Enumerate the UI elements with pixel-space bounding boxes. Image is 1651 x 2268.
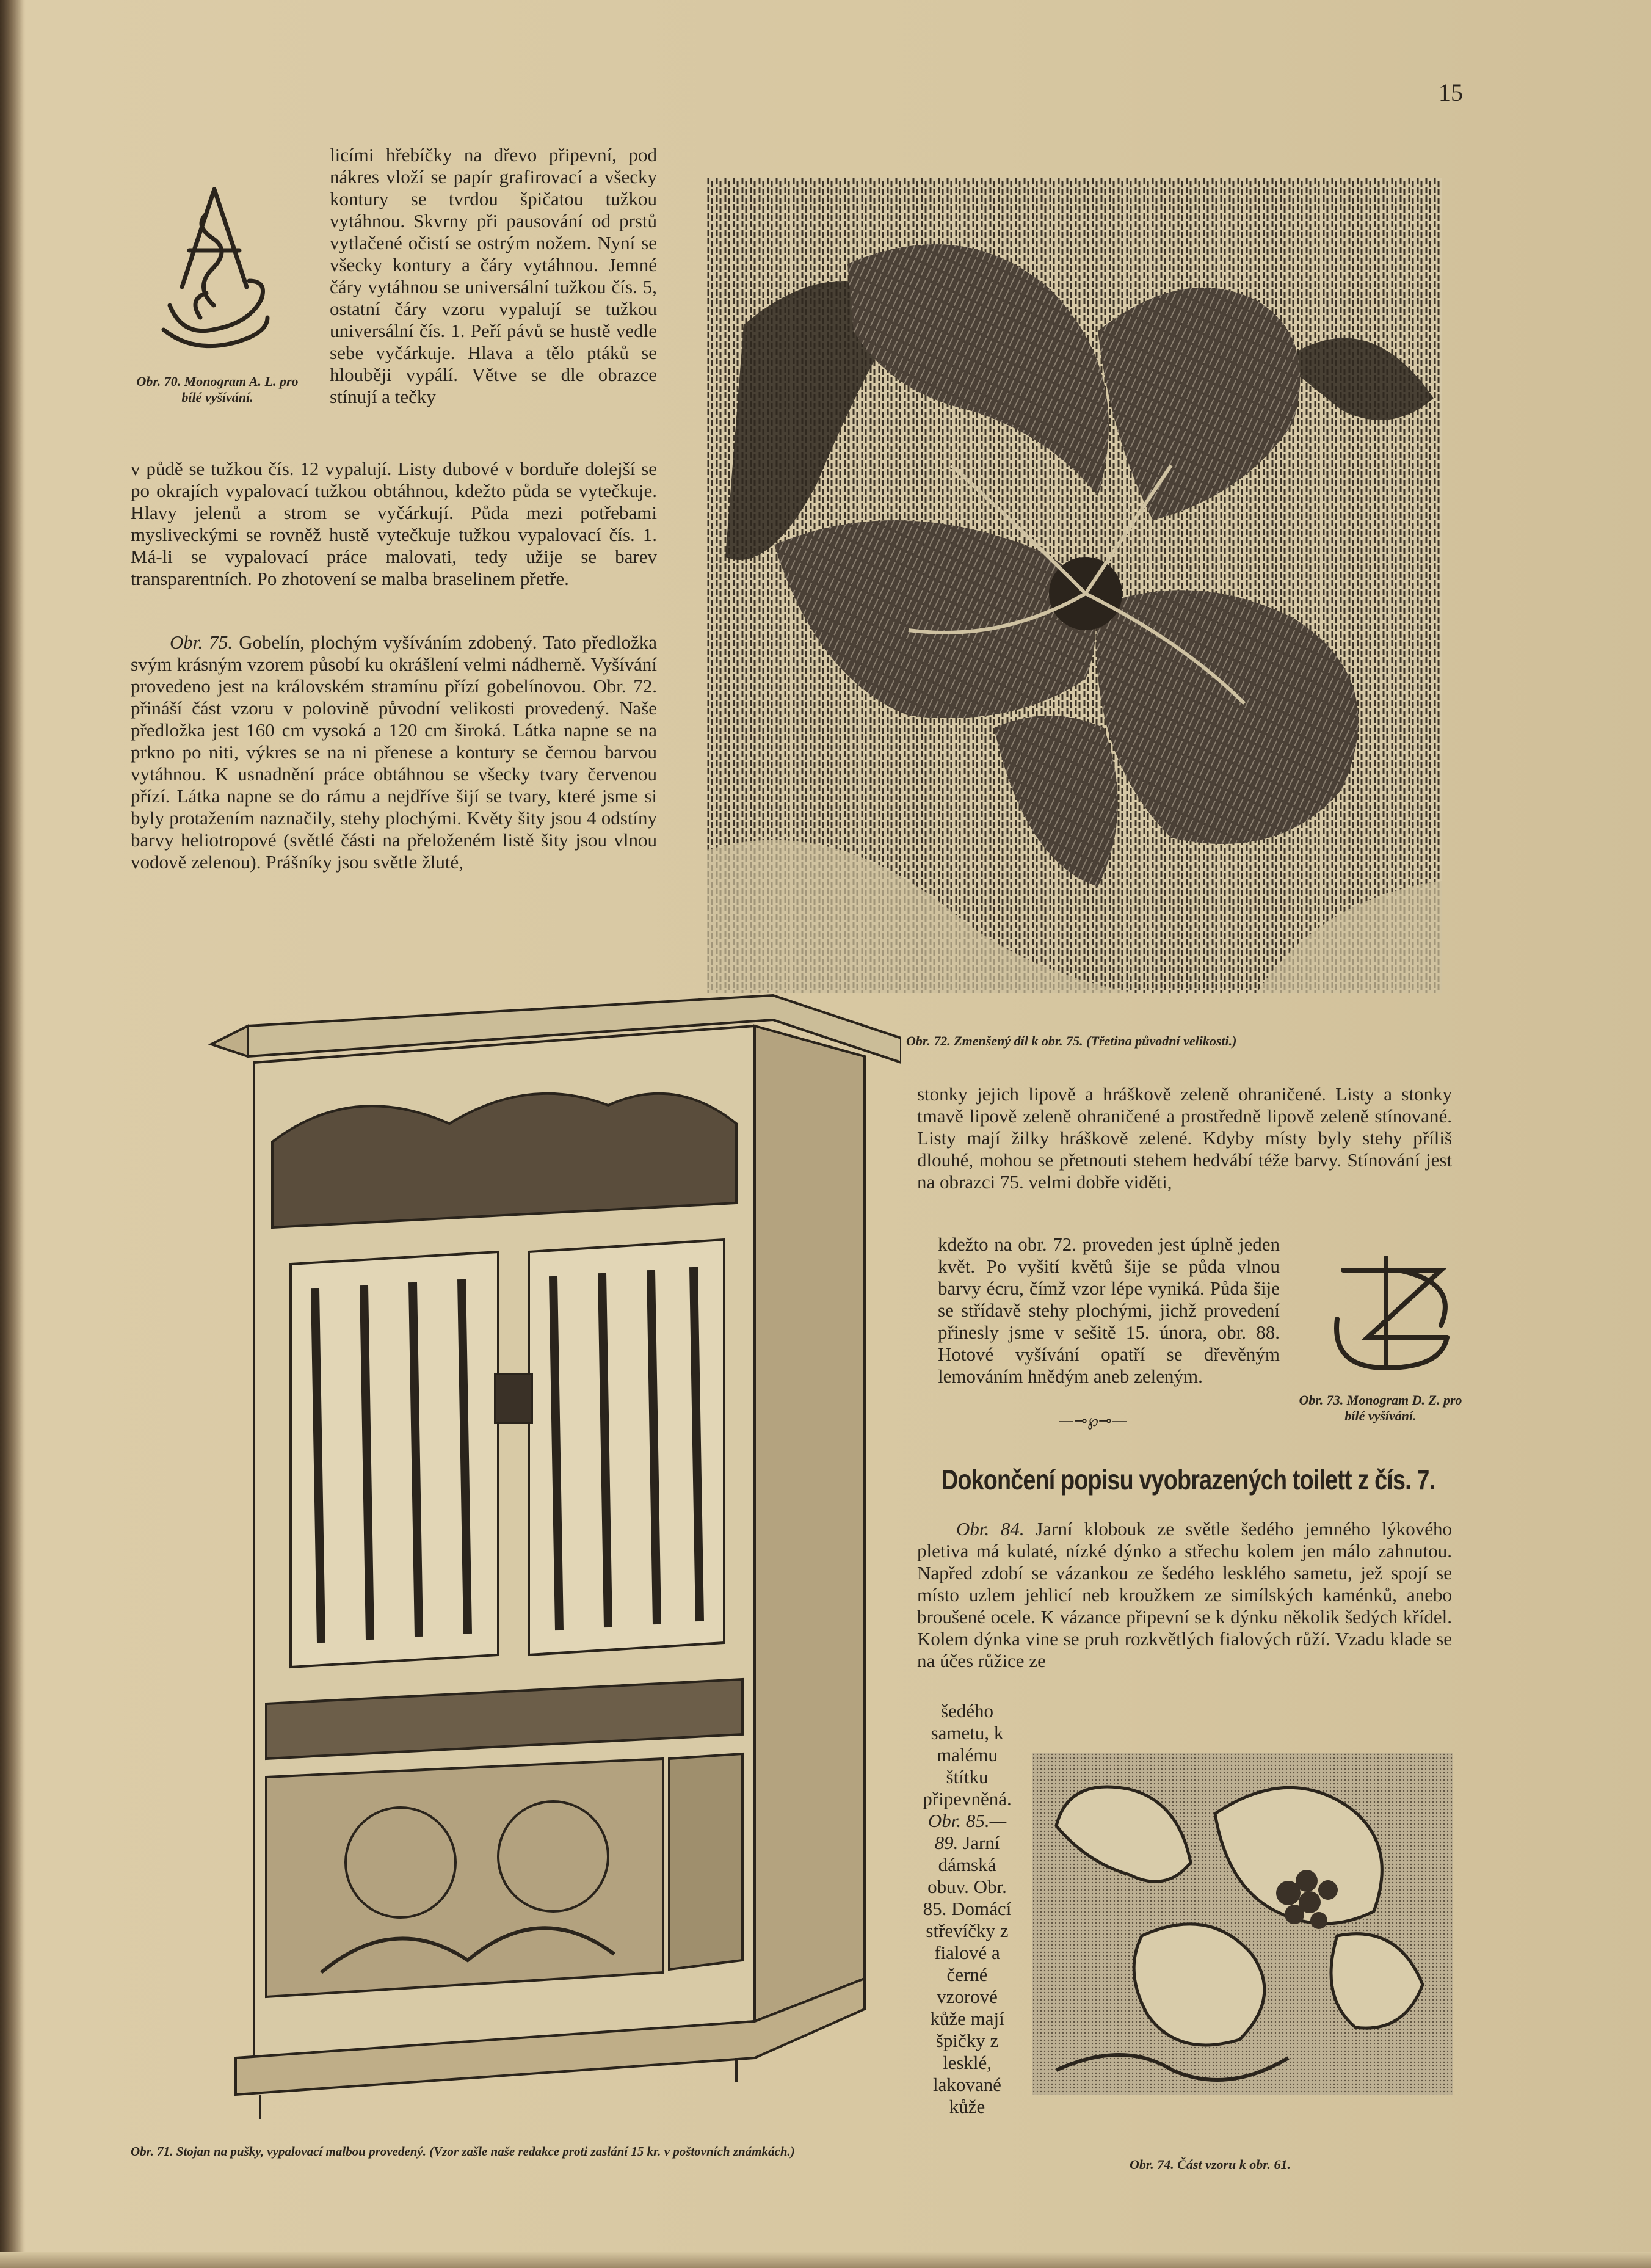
col2-paragraph-1: stonky jejich lipově a hráškově zeleně ohraničené. Listy a stonky tmavě lipově zeleně ohraničené a prostředně lipově zeleně stínované. Listy mají žilky hráškově zelené. Kdyby místy byly stehy příliš dlouhé, mohou se přetnouti stehem hedvábí téže barvy. Stínování jest na obrazci 75. velmi dobře viděti, <box>917 1083 1452 1193</box>
separator-ornament: —⊸℘⊸— <box>1058 1412 1128 1430</box>
fig71-caption: Obr. 71. Stojan na pušky, vypalovací malbou provedený. (Vzor zašle naše redakce proti zaslání 15 kr. v poštovních známkách.) <box>131 2144 795 2159</box>
fig70-caption: Obr. 70. Monogram A. L. pro bílé vyšívání. <box>136 374 299 405</box>
pattern-detail-figure <box>1032 1753 1453 2095</box>
section-narrow-column <box>917 1700 1017 2118</box>
obr84-label: Obr. 84. <box>956 1518 1025 1539</box>
monogram-al-figure <box>145 177 283 360</box>
col2-paragraph-2: kdežto na obr. 72. proveden jest úplně jeden květ. Po vyšití květů šije se půda vlnou barvy écru, čímž vzor lépe vyniká. Půda šije se střídavě stehy plochými, jichž provedení přinesly jsme v sešitě 15. února, obr. 88. Hotové vyšívání opatří se dřevěným lemováním hnědým aneb zeleným. <box>938 1234 1280 1387</box>
fig74-caption: Obr. 74. Část vzoru k obr. 61. <box>1130 2157 1291 2172</box>
fig73-caption: Obr. 73. Monogram D. Z. pro bílé vyšívání. <box>1299 1392 1462 1423</box>
binding-shadow <box>0 0 23 2268</box>
col1-paragraph-3 <box>131 631 657 873</box>
narrow-text-2: Jarní dámská obuv. Obr. 85. Domácí střevíčky z fialové a černé vzorové kůže mají špičky z lesklé, lakované kůže <box>923 1832 1012 2117</box>
obr75-text: Gobelín, plochým vyšíváním zdobený. Tato předložka svým krásným vzorem působí ku okrášlení velmi nádherně. Vyšívání provedeno jest na královském stramínu přízí gobelínovou. Obr. 72. přináší část vzoru v polovině původní velikosti provedený. Naše předložka jest 160 cm vysoká a 120 cm široká. Látka napne se na prkno po niti, výkres se na ni přenese a kontury se černou barvou vytáhnou. K usnadnění práce obtáhnou se všecky tvary červenou přízí. Látka napne se do rámu a nejdříve šijí se tvary, které jsme si byly protažením naznačily, stehy plochými. Květy šity jsou 4 odstíny barvy heliotropové (světlé části na přeloženém listě šity jsou vlnou vodově zelenou). Prášníky jsou světle žluté, <box>131 631 657 873</box>
pattern-detail-drawing <box>1032 1753 1453 2095</box>
monogram-dz-drawing <box>1319 1246 1465 1380</box>
narrow-text-1: šedého sametu, k malému štítku připevněná. <box>923 1700 1012 1809</box>
col1-paragraph-1: licími hřebíčky na dřevo připevní, pod nákres vloží se papír grafirovací a všecky kontury se tvrdou špičatou tužkou vytáhnou. Skvrny při pausování od prstů vytlačené očistí se ostrým nožem. Nyní se všecky kontury a čáry vytáhnou. Jemné čáry vytáhnou se universální tužkou čís. 5, ostatní čáry vzoru vypalují se tužkou universální čís. 1. Peří pávů se hustě vedle sebe vyčárkuje. Hlava a tělo ptáků se hlouběji vypálí. Větve se dle obrazce stínují a tečky <box>330 144 657 407</box>
section-title: Dokončení popisu vyobrazených toilett z čís. 7. <box>942 1464 1435 1496</box>
monogram-dz-figure <box>1319 1246 1465 1380</box>
gun-cabinet-figure <box>138 983 901 2131</box>
obr85-89-label: Obr. 85.—89. <box>927 1810 1007 1853</box>
monogram-al-drawing <box>145 177 283 360</box>
page-number: 15 <box>1439 79 1463 106</box>
section-paragraph-1 <box>917 1518 1452 1672</box>
gobelin-figure <box>707 178 1442 993</box>
col1-paragraph-2: v půdě se tužkou čís. 12 vypalují. Listy dubové v borduře dolejší se po okrajích vypalovací tužkou obtáhnou, kdežto půda se vytečkuje. Hlavy jelenů a strom se vyčárkují. Půda mezi potřebami mysliveckými se rovněž hustě vytečkuje tužkou vypalovací čís. 1. Má-li se vypalovací práce malovati, tedy užije se barev transparentních. Po zhotovení se malba braselinem přetře. <box>131 458 657 589</box>
obr84-text: Jarní klobouk ze světle šedého jemného lýkového pletiva má kulaté, nízké dýnko a střechu kolem jen málo zahnutou. Napřed zdobí se vázankou ze šedého lesklého sametu, jež spojí se místo uzlem jehlicí neb kroužkem ze simílských kaménků, anebo broušené ocele. K vázance připevní se k dýnku několik šedých křídel. Kolem dýnka vine se pruh rozkvětlých fialových růží. Vzadu klade se na účes růžice ze <box>917 1518 1453 1671</box>
fig72-caption: Obr. 72. Zmenšený díl k obr. 75. (Třetina původní velikosti.) <box>906 1033 1237 1049</box>
page-bottom-edge <box>0 2252 1651 2268</box>
gun-cabinet-drawing <box>138 983 901 2131</box>
obr75-label: Obr. 75. <box>170 631 233 653</box>
gobelin-flower-drawing <box>707 178 1442 993</box>
